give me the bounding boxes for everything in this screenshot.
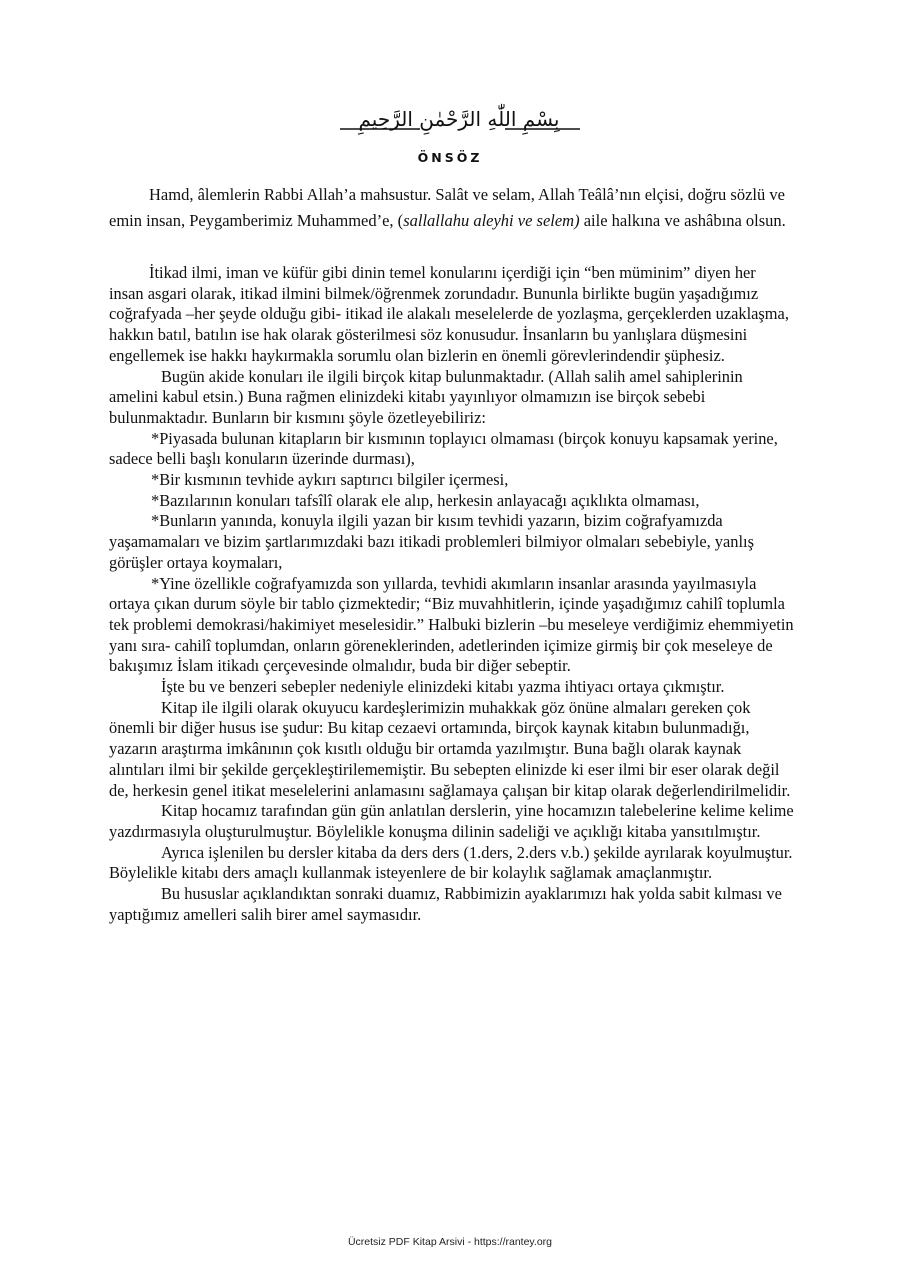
paragraph: Ayrıca işlenilen bu dersler kitaba da ders ders (1.ders, 2.ders v.b.) şekilde ayrılarak koyulmuştur. Böylelikle kitabı ders amaçlı kullanmak isteyenlere de bir kolaylık sağlamak amaçlanmıştır. (109, 842, 793, 883)
list-item: *Bunların yanında, konuyla ilgili yazan bir kısım tevhidi yazarın, bizim coğrafyamızda yaşamamaları ve bizim şartlarımızdaki bazı itikadi problemleri bilmiyor olmaları sebebiyle, yanlış görüşler ortaya koymaları, (109, 511, 754, 572)
page-title: ÖNSÖZ (417, 150, 483, 165)
basmala-text: بِسْمِ اللّٰهِ الرَّحْمٰنِ الرَّحِيمِ (358, 107, 560, 131)
intro-paragraph (109, 182, 789, 233)
list-item: *Piyasada bulunan kitapların bir kısmının toplayıcı olmaması (birçok konuyu kapsamak yerine, sadece belli başlı konuların üzerinde durması), (109, 428, 778, 469)
paragraph: Bugün akide konuları ile ilgili birçok kitap bulunmaktadır. (Allah salih amel sahiplerinin amelini kabul etsin.) Buna rağmen elinizdeki kitabı yayınlıyor olmamızın ise birçok sebebi bulunmaktadır. Bunların bir kısmını şöyle özetleyebiliriz: (109, 366, 743, 427)
paragraph: İtikad ilmi, iman ve küfür gibi dinin temel konularını içerdiği için “ben müminim” diyen her insan asgari olarak, itikad ilmini bilmek/öğrenmek zorundadır. Bununla birlikte bugün yaşadığımız coğrafyada –her şeyde olduğu gibi- itikad ile alakalı meselelerde de yozlaşma, gerçeklerden uzaklaşma, hakkın batıl, batılın ise hak olarak gösterilmesi söz konusudur. İnsanların bu yanlışlara düşmesini engellemek ise hakkı haykırmakla sorumlu olan bizlerin en önemli görevlerindendir şüphesiz. (109, 263, 789, 365)
footer-text: Ücretsiz PDF Kitap Arsivi - https://rantey.org (347, 1236, 553, 1248)
paragraph: Kitap hocamız tarafından gün gün anlatılan derslerin, yine hocamızın talebelerine kelime kelime yazdırmasıyla oluşturulmuştur. Böylelikle konuşma dilinin sadeliği ve açıklığı kitaba yansıtılmıştır. (109, 801, 794, 841)
basmala-calligraphy (300, 96, 618, 138)
intro-text-after: aile halkına ve ashâbına olsun. (579, 210, 786, 230)
body-text (109, 263, 794, 926)
list-item: *Bir kısmının tevhide aykırı saptırıcı bilgiler içermesi, (151, 470, 509, 490)
paragraph: Bu hususlar açıklandıktan sonraki duamız, Rabbimizin ayaklarımızı hak yolda sabit kılması ve yaptığımız amelleri salih birer amel saymasıdır. (109, 884, 782, 924)
paragraph: İşte bu ve benzeri sebepler nedeniyle elinizdeki kitabı yazma ihtiyacı ortaya çıkmıştır. (161, 677, 725, 697)
list-item: *Yine özellikle coğrafyamızda son yıllarda, tevhidi akımların insanlar arasında yayılmasıyla ortaya çıkan durum söyle bir tablo çizmektedir; “Biz muvahhitlerin, içinde yaşadığımız cahilî toplumla tek problemi demokrasi/hakimiyet meselesidir.” Halbuki bizlerin –bu meseleye verdiğimiz ehemmiyetin yanı sıra- cahilî toplumdan, onların göreneklerinden, adetlerinden içimize girmiş bir çok meseleye de bakışımız İslam itikadı çerçevesinde olmalıdır, buda bir diğer sebeptir. (109, 573, 794, 676)
paragraph: Kitap ile ilgili olarak okuyucu kardeşlerimizin muhakkak göz önüne almaları gereken çok önemli bir diğer husus ise şudur: Bu kitap cezaevi ortamında, birçok kaynak kitabın bulunmadığı, yazarın araştırma imkânının çok kısıtlı olduğu bir ortamda yazılmıştır. Buna bağlı olarak kaynak alıntıları ilmi bir şekilde gerçekleştirilememiştir. Bu sebepten elinizde ki eser ilmi bir eser olarak değil de, herkesin genel itikat meselelerini anlamasını sağlamaya çalışan bir kitap olarak değerlendirilmelidir. (109, 697, 791, 800)
list-item: *Bazılarının konuları tafsîlî olarak ele alıp, herkesin anlayacağı açıklıkta olmaması, (151, 490, 700, 510)
intro-text-before: Hamd, âlemlerin Rabbi Allah’a mahsustur. Salât ve selam, Allah Teâlâ’nın elçisi, doğru sözlü ve emin insan, Peygamberimiz Muhammed’e, ( (109, 185, 785, 230)
intro-italic: sallallahu aleyhi ve selem) (403, 210, 580, 230)
